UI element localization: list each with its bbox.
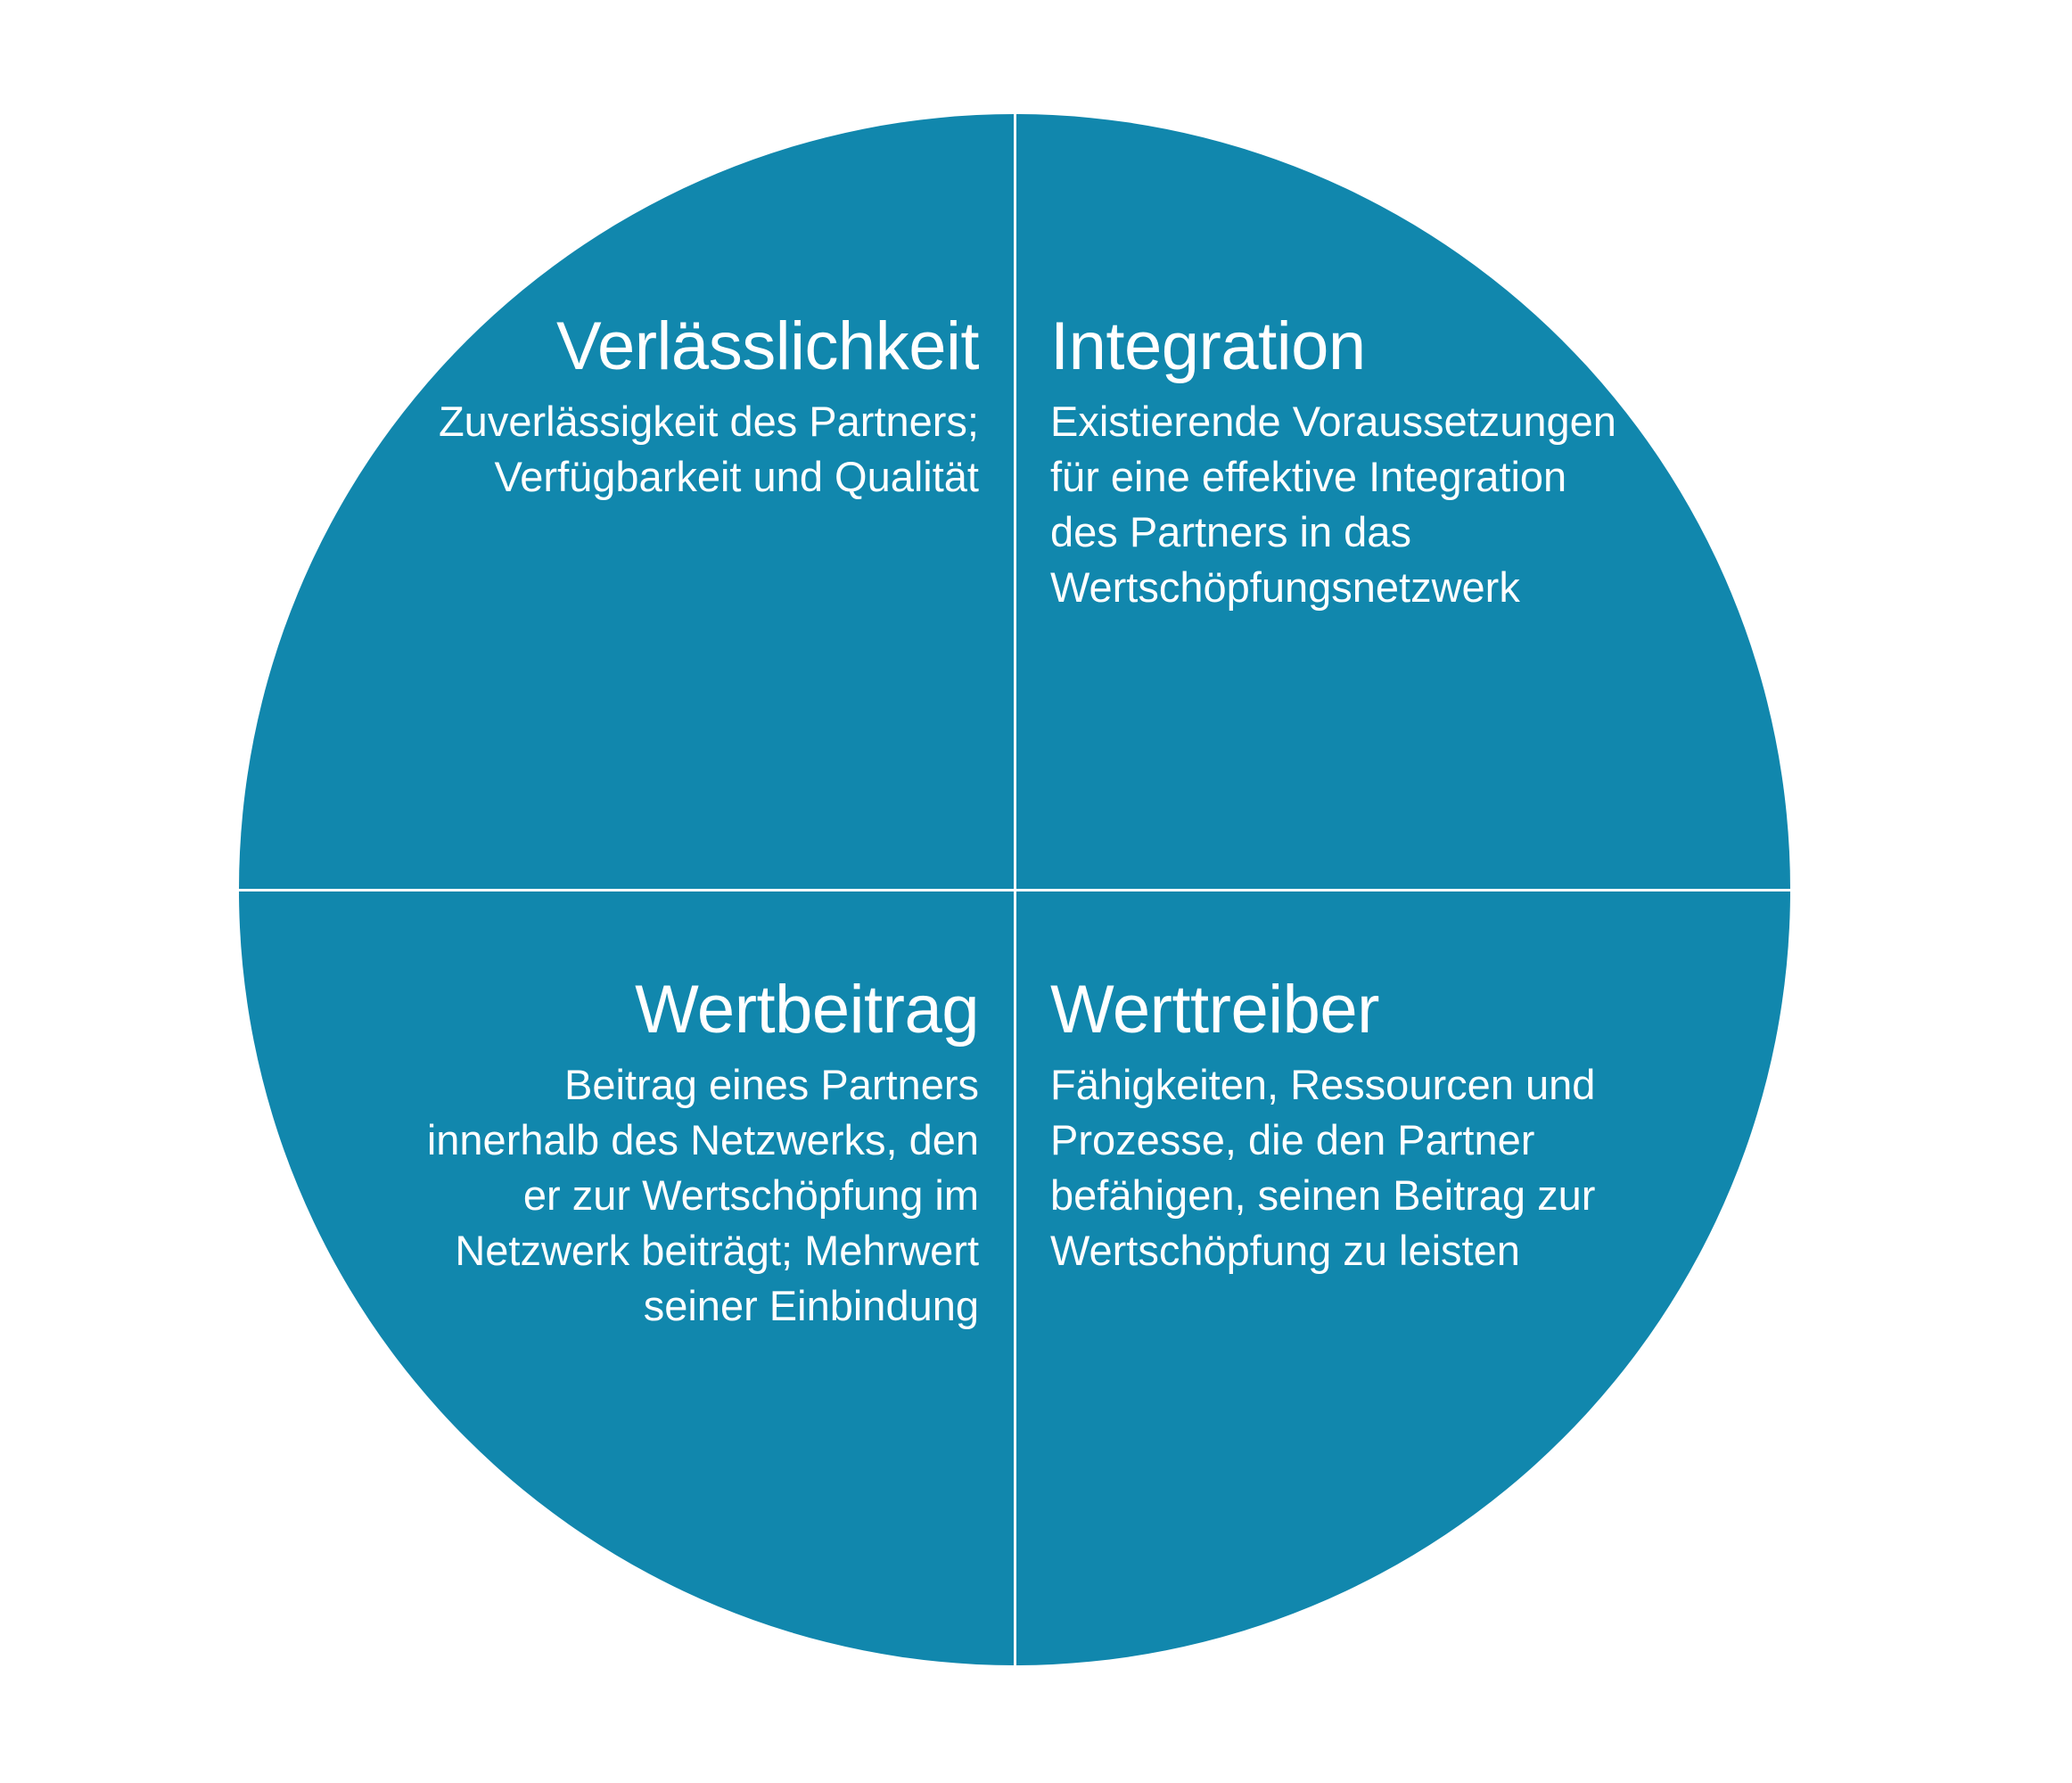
quadrant-circle (239, 114, 1790, 1665)
quadrant-title-integration: Integration (1050, 308, 1366, 384)
quadrant-description-verlaesslichkeit: Zuverlässigkeit des Partners; Verfügbarkeit und Qualität (438, 398, 979, 500)
quadrant-description-werttreiber: Fähigkeiten, Ressourcen und Prozesse, die den Partner befähigen, seinen Beitrag zur Wertschöpfung zu leisten (1050, 1061, 1596, 1274)
horizontal-divider (239, 889, 1790, 892)
quadrant-description-wertbeitrag: Beitrag eines Partners innerhalb des Netzwerks, den er zur Wertschöpfung im Netzwerk beiträgt; Mehrwert seiner Einbindung (426, 1061, 979, 1329)
quadrant-description-integration: Existierende Voraussetzungen für eine effektive Integration des Partners in das Wertschöpfungsnetzwerk (1050, 398, 1616, 611)
quadrant-title-werttreiber: Werttreiber (1050, 972, 1379, 1048)
quadrant-text-block (408, 308, 979, 505)
quadrant-integration[interactable] (1015, 114, 1790, 890)
quadrant-werttreiber[interactable] (1015, 890, 1790, 1665)
quadrant-text-block (408, 972, 979, 1334)
quadrant-title-wertbeitrag: Wertbeitrag (635, 972, 979, 1048)
quadrant-title-verlaesslichkeit: Verlässlichkeit (555, 308, 979, 384)
quadrant-text-block (1050, 972, 1621, 1278)
quadrant-text-block (1050, 308, 1621, 615)
quadrant-wertbeitrag[interactable] (239, 890, 1015, 1665)
quadrant-verlaesslichkeit[interactable] (239, 114, 1015, 890)
